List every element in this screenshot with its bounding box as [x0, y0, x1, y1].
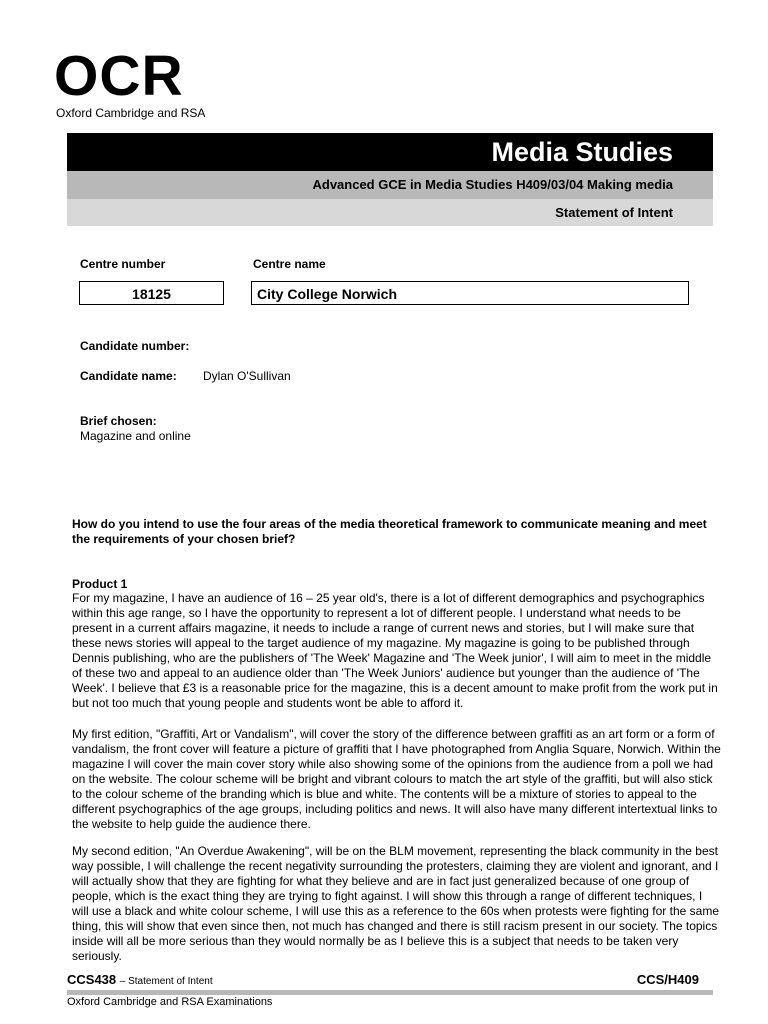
- product-heading: Product 1: [72, 577, 128, 591]
- paragraph-text: For my magazine, I have an audience of 16 – 25 year old's, there is a lot of different demographics and psychographics within this age range, so I have the opportunity to represent a lot of different people. I understand what needs to be present in a current affairs magazine, it needs to include a range of current news and stories, but I will make sure that these news stories will appeal to the target audience of my magazine. My magazine is going to be published through Dennis publishing, who are the publishers of 'The Week' Magazine and 'The Week junior', I will aim to meet in the middle of these two and appeal to an audience older than 'The Week Juniors' audience but younger than the audience of 'The Week'. I believe that £3 is a reasonable price for the magazine, this is a decent amount to make profit from the work put in but not too much that young people and students wont be able to afford it.: [72, 591, 718, 710]
- footer-org: Oxford Cambridge and RSA Examinations: [67, 996, 273, 1008]
- paragraph-text: My first edition, "Graffiti, Art or Vandalism", will cover the story of the difference between graffiti as an art form or a form of vandalism, the front cover will feature a picture of graffiti that I have photographed from Anglia Square, Norwich. Within the magazine I will cover the main cover story while also showing some of the opinions from the audience from a poll we had on the website. The colour scheme will be bright and vibrant colours to match the art style of the graffiti, but will also stick to the colour scheme of the branding which is blue and white. The contents will be a mixture of stories to appeal to the different psychographics of the age groups, including politics and news. It will also have many different intertextual links to the website to help guide the audience there.: [72, 727, 721, 831]
- page-title: Media Studies: [491, 137, 673, 167]
- logo-subtitle: Oxford Cambridge and RSA: [56, 106, 206, 120]
- subtitle-bar: [67, 171, 713, 199]
- brief-value: Magazine and online: [80, 429, 191, 443]
- footer-code-line: [67, 972, 213, 990]
- centre-name-label: Centre name: [253, 257, 326, 271]
- product-paragraph-2: [72, 727, 722, 832]
- centre-name-field: City College Norwich: [251, 281, 689, 305]
- brief-label: Brief chosen:: [80, 414, 157, 428]
- footer-divider: [67, 990, 713, 995]
- doc-type-bar: [67, 199, 713, 226]
- subtitle: Advanced GCE in Media Studies H409/03/04 Making media: [312, 177, 673, 192]
- centre-number-label: Centre number: [80, 257, 166, 271]
- candidate-number-label: Candidate number:: [80, 339, 190, 353]
- framework-question: How do you intend to use the four areas of the media theoretical framework to communicate meaning and meet the requirements of your chosen brief?: [72, 517, 707, 546]
- product-paragraph-3: [72, 844, 722, 964]
- candidate-name-label: Candidate name:: [80, 369, 177, 383]
- footer-ref: CCS/H409: [636, 972, 699, 987]
- centre-number-field: 18125: [79, 281, 224, 305]
- product-paragraph-1: [72, 591, 722, 711]
- footer-code-desc: – Statement of Intent: [119, 976, 213, 987]
- paragraph-text: My second edition, "An Overdue Awakening", will be on the BLM movement, representing the black community in the best way possible, I will challenge the recent negativity surrounding the protesters, claiming they are violent and ignorant, and I will actually show that they are fighting for what they believe and are in fact just generalized because of one group of people, which is the exact thing they are trying to fight against. I will show this through a range of different techniques, I will use a black and white colour scheme, I will use this as a reference to the 60s when protests were fighting for the same thing, this will show that even since then, not much has changed and there is still racism present in our society. The topics inside will all be more serious than they would normally be as I believe this is a subject that needs to be taken very seriously.: [72, 844, 719, 963]
- title-bar: [67, 133, 713, 171]
- ocr-logo: OCR: [54, 44, 184, 108]
- candidate-name-value: Dylan O'Sullivan: [203, 369, 291, 383]
- footer-code: CCS438: [67, 972, 117, 987]
- doc-type: Statement of Intent: [555, 205, 673, 220]
